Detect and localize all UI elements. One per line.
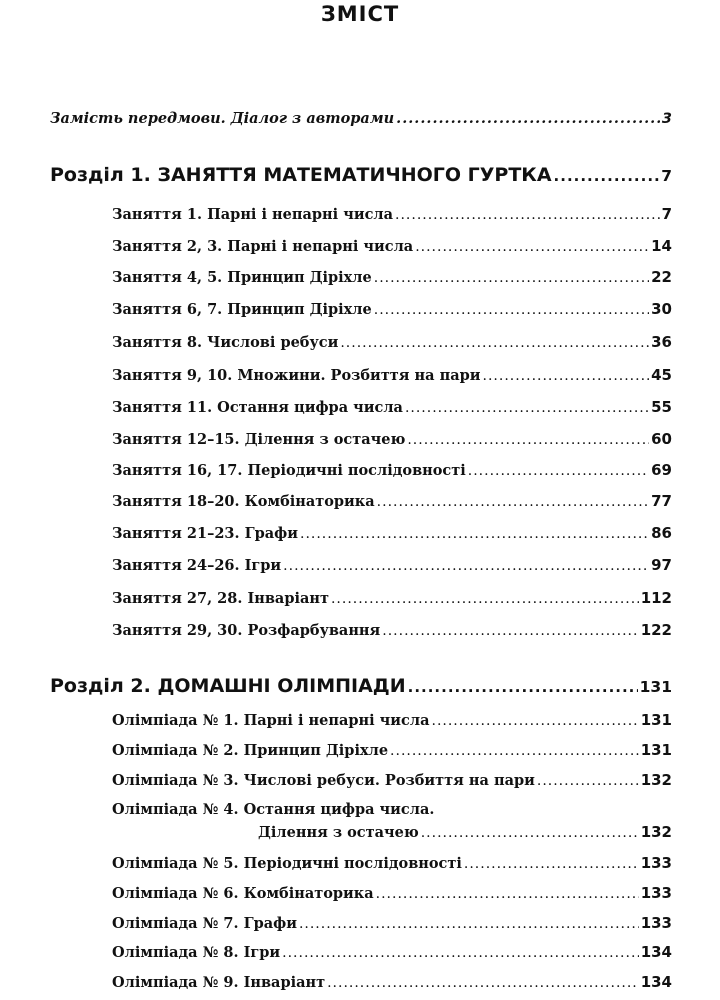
section-title: Розділ 1. ЗАНЯТТЯ МАТЕМАТИЧНОГО ГУРТКА — [50, 164, 552, 186]
dot-leader — [390, 743, 639, 759]
page-number: 112 — [640, 589, 672, 607]
page-number: 60 — [651, 430, 672, 448]
page-number: 133 — [640, 884, 672, 902]
toc-entry[interactable] — [112, 741, 672, 759]
entry-text: Заняття 27, 28. Інваріант — [112, 590, 329, 607]
page-number: 45 — [651, 366, 672, 384]
toc-entry[interactable] — [112, 237, 672, 255]
entry-text: Олімпіада № 7. Графи — [112, 915, 297, 932]
page-number: 69 — [651, 461, 672, 479]
toc-entry[interactable] — [112, 973, 672, 991]
page-number: 7 — [661, 205, 672, 223]
page-number: 133 — [640, 914, 672, 932]
dot-leader — [483, 368, 650, 384]
page-number: 131 — [639, 678, 672, 696]
dot-leader — [537, 773, 639, 789]
dot-leader — [554, 167, 660, 185]
page-number: 122 — [640, 621, 672, 639]
page-number: 3 — [661, 111, 672, 127]
page-number: 55 — [651, 398, 672, 416]
toc-entry[interactable] — [112, 771, 672, 789]
section-title: Розділ 2. ДОМАШНІ ОЛІМПІАДИ — [50, 675, 406, 697]
toc-entry[interactable] — [112, 556, 672, 574]
page-number: 134 — [640, 943, 672, 961]
entry-text: Заняття 8. Числові ребуси — [112, 334, 339, 351]
page-number: 36 — [651, 333, 672, 351]
dot-leader — [396, 110, 660, 127]
section-heading-1[interactable] — [50, 164, 672, 186]
toc-entry[interactable] — [112, 300, 672, 318]
dot-leader — [374, 270, 649, 286]
entry-text: Олімпіада № 6. Комбінаторика — [112, 885, 374, 902]
dot-leader — [407, 432, 649, 448]
dot-leader — [331, 591, 639, 607]
dot-leader — [300, 526, 649, 542]
entry-text: Олімпіада № 3. Числові ребуси. Розбиття на пари — [112, 772, 535, 789]
dot-leader — [376, 886, 639, 902]
dot-leader — [283, 558, 649, 574]
toc-entry[interactable] — [112, 398, 672, 416]
dot-leader — [405, 400, 649, 416]
dot-leader — [395, 207, 660, 223]
dot-leader — [340, 335, 649, 351]
dot-leader — [377, 494, 649, 510]
page-number: 134 — [640, 973, 672, 991]
entry-text: Замість передмови. Діалог з авторами — [50, 110, 395, 127]
dot-leader — [327, 975, 639, 991]
page-number: 77 — [651, 492, 672, 510]
toc-entry[interactable] — [112, 854, 672, 872]
toc-entry[interactable] — [112, 366, 672, 384]
entry-text: Заняття 2, 3. Парні і непарні числа — [112, 238, 414, 255]
dot-leader — [421, 825, 639, 841]
page-number: 97 — [651, 556, 672, 574]
entry-text: Олімпіада № 8. Ігри — [112, 944, 281, 961]
entry-text: Ділення з остачею — [258, 824, 419, 841]
toc-entry[interactable] — [112, 268, 672, 286]
entry-text: Олімпіада № 5. Періодичні послідовності — [112, 855, 462, 872]
page-number: 131 — [640, 741, 672, 759]
entry-text: Заняття 12–15. Ділення з остачею — [112, 431, 406, 448]
page-number: 7 — [661, 167, 672, 185]
toc-entry[interactable] — [258, 823, 672, 841]
entry-text: Заняття 16, 17. Періодичні послідовності — [112, 462, 466, 479]
toc-entry[interactable] — [112, 461, 672, 479]
toc-entry[interactable] — [112, 589, 672, 607]
toc-entry-preface[interactable] — [50, 110, 672, 127]
toc-entry-line1[interactable]: Олімпіада № 4. Остання цифра числа. — [112, 801, 435, 818]
page-number: 132 — [640, 771, 672, 789]
page-title: ЗМІСТ — [320, 2, 400, 26]
dot-leader — [408, 678, 638, 696]
page-number: 133 — [640, 854, 672, 872]
entry-text: Заняття 18–20. Комбінаторика — [112, 493, 375, 510]
dot-leader — [374, 302, 649, 318]
dot-leader — [282, 945, 639, 961]
entry-text: Олімпіада № 1. Парні і непарні числа — [112, 712, 430, 729]
entry-text: Олімпіада № 9. Інваріант — [112, 974, 326, 991]
page-number: 22 — [651, 268, 672, 286]
entry-text: Заняття 9, 10. Множини. Розбиття на пари — [112, 367, 481, 384]
toc-entry[interactable] — [112, 205, 672, 223]
entry-text: Заняття 24–26. Ігри — [112, 557, 282, 574]
toc-entry[interactable] — [112, 621, 672, 639]
dot-leader — [382, 623, 638, 639]
dot-leader — [415, 239, 649, 255]
entry-text: Заняття 1. Парні і непарні числа — [112, 206, 394, 223]
page-number: 132 — [640, 823, 672, 841]
toc-entry[interactable] — [112, 430, 672, 448]
dot-leader — [432, 713, 639, 729]
toc-entry[interactable] — [112, 884, 672, 902]
entry-text: Заняття 11. Остання цифра числа — [112, 399, 403, 416]
dot-leader — [299, 916, 639, 932]
dot-leader — [464, 856, 639, 872]
toc-entry[interactable] — [112, 711, 672, 729]
entry-text: Заняття 21–23. Графи — [112, 525, 298, 542]
page-number: 30 — [651, 300, 672, 318]
toc-entry[interactable] — [112, 333, 672, 351]
toc-entry[interactable] — [112, 524, 672, 542]
entry-text: Заняття 4, 5. Принцип Діріхле — [112, 269, 372, 286]
page-number: 86 — [651, 524, 672, 542]
section-heading-2[interactable] — [50, 675, 672, 697]
toc-entry[interactable] — [112, 914, 672, 932]
entry-text: Заняття 6, 7. Принцип Діріхле — [112, 301, 372, 318]
page-number: 131 — [640, 711, 672, 729]
toc-entry[interactable] — [112, 943, 672, 961]
dot-leader — [468, 463, 649, 479]
page-number: 14 — [651, 237, 672, 255]
entry-text: Олімпіада № 2. Принцип Діріхле — [112, 742, 389, 759]
toc-entry[interactable] — [112, 492, 672, 510]
entry-text: Заняття 29, 30. Розфарбування — [112, 622, 381, 639]
